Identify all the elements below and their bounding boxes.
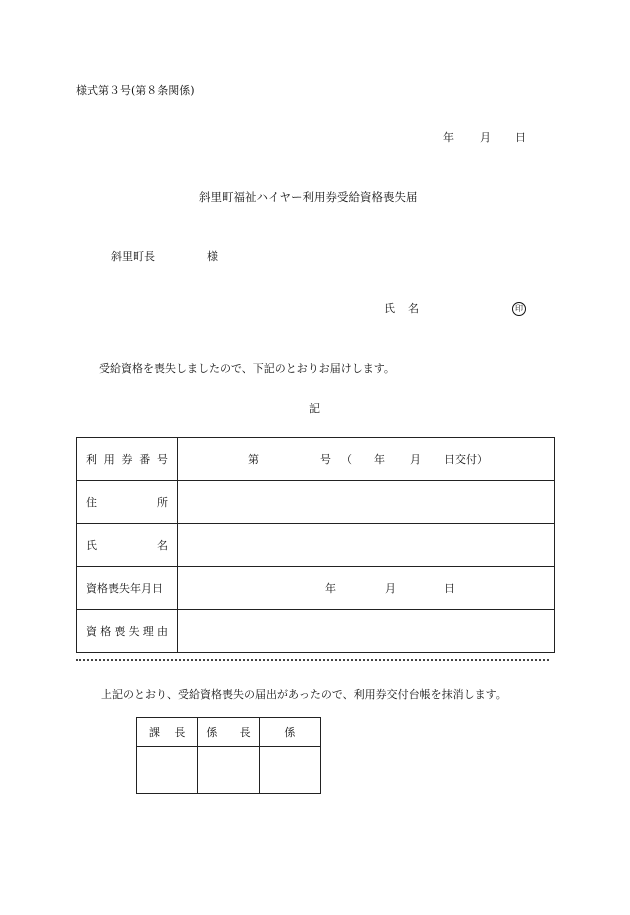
ticket-issued: 日交付） <box>444 453 488 466</box>
loss-day: 日 <box>444 582 455 595</box>
label-char: 用 <box>103 453 115 466</box>
label-char: 課 <box>149 726 160 739</box>
ticket-go: 号 <box>320 453 331 466</box>
stamp-box-subsection-chief[interactable] <box>198 747 259 794</box>
date-month-label: 月 <box>480 131 491 144</box>
label-char: 係 <box>284 726 296 739</box>
stamp-box-section-chief[interactable] <box>137 747 198 794</box>
ticket-dai: 第 <box>248 453 259 466</box>
loss-reason-field[interactable] <box>178 610 555 653</box>
label-char: 喪 <box>114 625 126 638</box>
label-char: 理 <box>142 625 154 638</box>
label-char: 名 <box>157 539 168 552</box>
label-char: 格 <box>100 625 112 638</box>
loss-year: 年 <box>325 582 336 595</box>
approval-stamp-table <box>136 717 321 794</box>
office-note: 上記のとおり、受給資格喪失の届出があったので、利用券交付台帳を抹消します。 <box>101 688 507 701</box>
label-char: 長 <box>174 726 186 739</box>
seal-mark: 印 <box>512 302 526 316</box>
row-label <box>77 610 178 653</box>
addressee-honorific: 様 <box>207 250 218 263</box>
table-row <box>77 567 555 610</box>
applicant-label-1: 氏 <box>384 302 395 315</box>
addressee-name: 斜里町長 <box>111 250 155 263</box>
ticket-number-field[interactable] <box>178 438 555 481</box>
label-char: 券 <box>121 453 133 466</box>
stamp-header-subsection-chief <box>198 718 259 747</box>
label-char: 番 <box>139 453 151 466</box>
address-field[interactable] <box>178 481 555 524</box>
row-label <box>77 438 178 481</box>
stamp-header-staff <box>259 718 320 747</box>
document-title: 斜里町福祉ハイヤー利用券受給資格喪失届 <box>199 190 418 204</box>
details-table <box>76 437 555 653</box>
stamp-header-row <box>137 718 321 747</box>
label-text: 資格喪失年月日 <box>86 582 163 595</box>
label-char: 長 <box>239 726 251 739</box>
date-year-label: 年 <box>443 131 454 144</box>
label-char: 失 <box>128 625 140 638</box>
form-number: 様式第３号(第８条関係) <box>76 84 195 97</box>
label-char: 所 <box>157 496 168 509</box>
label-char: 利 <box>86 453 97 466</box>
table-row <box>77 610 555 653</box>
statement: 受給資格を喪失しましたので、下記のとおりお届けします。 <box>99 362 395 375</box>
row-label <box>77 524 178 567</box>
ticket-year: 年 <box>374 453 385 466</box>
label-char: 住 <box>86 496 97 509</box>
loss-date-field[interactable] <box>178 567 555 610</box>
label-char: 資 <box>86 625 97 638</box>
table-row <box>77 438 555 481</box>
label-char: 由 <box>156 625 168 638</box>
applicant-label-2: 名 <box>408 302 419 315</box>
loss-month: 月 <box>385 582 396 595</box>
table-row <box>77 481 555 524</box>
cut-line <box>76 659 549 661</box>
ticket-paren: （ <box>341 453 352 466</box>
stamp-body-row <box>137 747 321 794</box>
stamp-header-section-chief <box>137 718 198 747</box>
row-label <box>77 567 178 610</box>
label-char: 氏 <box>86 539 97 552</box>
ki-heading: 記 <box>309 402 320 415</box>
ticket-month: 月 <box>410 453 421 466</box>
name-field[interactable] <box>178 524 555 567</box>
row-label <box>77 481 178 524</box>
label-char: 係 <box>206 726 218 739</box>
stamp-box-staff[interactable] <box>259 747 320 794</box>
table-row <box>77 524 555 567</box>
date-day-label: 日 <box>515 131 526 144</box>
label-char: 号 <box>157 453 168 466</box>
